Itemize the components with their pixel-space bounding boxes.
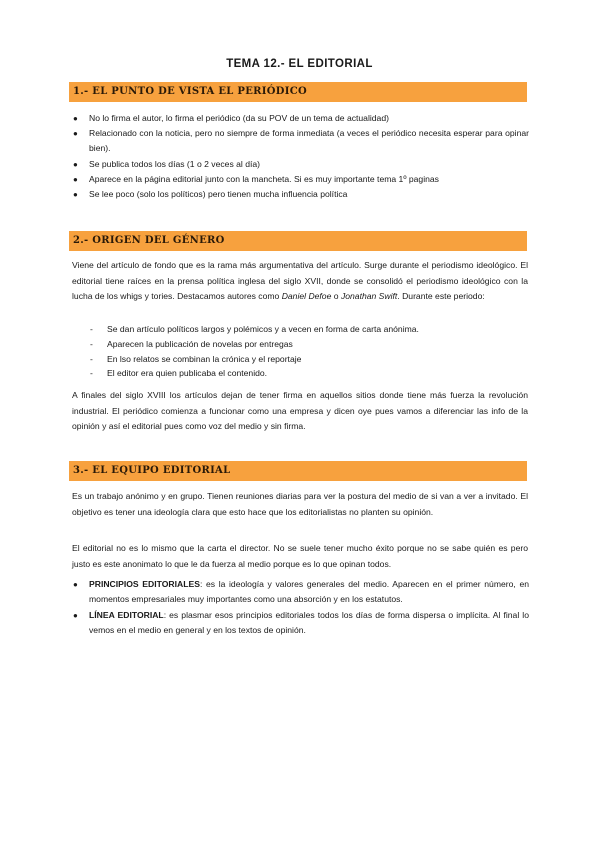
- paragraph: Viene del artículo de fondo que es la rama más argumentativa del artículo. Surge durante el periodismo ideológico. El editorial tiene raíces en la prensa política inglesa del siglo XVII, donde se consolidó el periodismo ideológico con la lucha de los whigs y tories. Destacamos autores como Daniel Defoe o Jonathan Swift. Durante este periodo:: [72, 260, 528, 302]
- section-1-header: [69, 82, 527, 102]
- bullet-icon: ●: [73, 580, 78, 589]
- term-label: LÍNEA EDITORIAL: [89, 610, 164, 620]
- bullet-icon: ●: [73, 160, 78, 169]
- section-3-heading: 3.- EL EQUIPO EDITORIAL: [73, 465, 231, 476]
- bullet-icon: ●: [73, 114, 78, 123]
- dash-marker: -: [90, 368, 93, 378]
- term-label: PRINCIPIOS EDITORIALES: [89, 579, 200, 589]
- section-2-header: [69, 231, 527, 251]
- paragraph: Es un trabajo anónimo y en grupo. Tienen reuniones diarias para ver la postura del medio de si van a ver a invitado. El objetivo es tener una ideología clara que esto hace que los editorialistas no planten su opinión.: [72, 491, 528, 517]
- dash-marker: -: [90, 339, 93, 349]
- bullet-icon: ●: [73, 190, 78, 199]
- document-title: TEMA 12.- EL EDITORIAL: [226, 58, 373, 70]
- section-1-heading: 1.- EL PUNTO DE VISTA EL PERIÓDICO: [73, 86, 307, 97]
- section-2-heading: 2.- ORIGEN DEL GÉNERO: [73, 235, 225, 246]
- paragraph: A finales del siglo XVIII los artículos dejan de tener firma en aquellos sitios donde tiene más fuerza la revolución industrial. El periódico comienza a funcionar como una empresa y dicen oye pues vamos a diferenciar las info de la opinión y así el editorial pues como voz del medio y sin firma.: [72, 390, 528, 432]
- document-page: TEMA 12.- EL EDITORIAL 1.- EL PUNTO DE VISTA EL PERIÓDICO ● No lo firma el autor, lo firma el periódico (da su POV de un tema de actualidad) ● Relacionado con la noticia, pero no siempre de forma inmediata (a veces el periódico necesita esperar para opinar bien). ● Se publica todos los días (1 o 2 veces al día) ● Aparece en la página editorial junto con la mancheta. Si es muy importante tema 1º paginas ● Se lee poco (solo los políticos) pero tienen mucha influencia política 2.- ORIGEN DEL GÉNERO Viene del artículo de fondo que es la rama más argumentativa del artículo. Surge durante el periodismo ideológico. El editorial tiene raíces en la prensa política inglesa del siglo XVII, donde se consolidó el periodismo ideológico con la lucha de los whigs y tories. Destacamos autores como Daniel Defoe o Jonathan Swift. Durante este periodo: - Se dan artículo políticos largos y polémicos y a vecen en forma de carta anónima. - Aparecen la publicación de novelas por entregas - En lso relatos se combinan la crónica y el reportaje - El editor era quien publicaba el contenido. A finales del siglo XVIII los artículos dejan de tener firma en aquellos sitios donde tiene más fuerza la revolución industrial. El periódico comienza a funcionar como una empresa y dicen oye pues vamos a diferenciar las info de la opinión y así el editorial pues como voz del medio y sin firma. 3.- EL EQUIPO EDITORIAL Es un trabajo anónimo y en grupo. Tienen reuniones diarias para ver la postura del medio de si van a ver a invitado. El objetivo es tener una ideología clara que esto hace que los editorialistas no planten su opinión. El editorial no es lo mismo que la carta el director. No se suele tener mucho éxito porque no se sabe quién es pero justo es este anonimato lo que le da fuerza al medio porque es lo que opinan todos. ● PRINCIPIOS EDITORIALES: es la ideología y valores generales del medio. Aparecen en el primer número, en momentos empresariales muy importantes como una absorción y en los estatutos. ● LÍNEA EDITORIAL: es plasmar esos principios editoriales todos los días de forma dispersa o implícita. Al final lo vemos en el medio en general y en los textos de opinión.: [0, 0, 599, 848]
- bullet-icon: ●: [73, 611, 78, 620]
- bullet-icon: ●: [73, 129, 78, 138]
- dash-marker: -: [90, 354, 93, 364]
- author-name: Daniel Defoe: [281, 291, 332, 302]
- paragraph: El editorial no es lo mismo que la carta el director. No se suele tener mucho éxito porque no se sabe quién es pero justo es este anonimato lo que le da fuerza al medio porque es lo que opinan todos.: [72, 543, 528, 569]
- section-3-header: [69, 461, 527, 481]
- bullet-icon: ●: [73, 175, 78, 184]
- author-name: Jonathan Swift: [340, 291, 398, 302]
- dash-marker: -: [90, 324, 93, 334]
